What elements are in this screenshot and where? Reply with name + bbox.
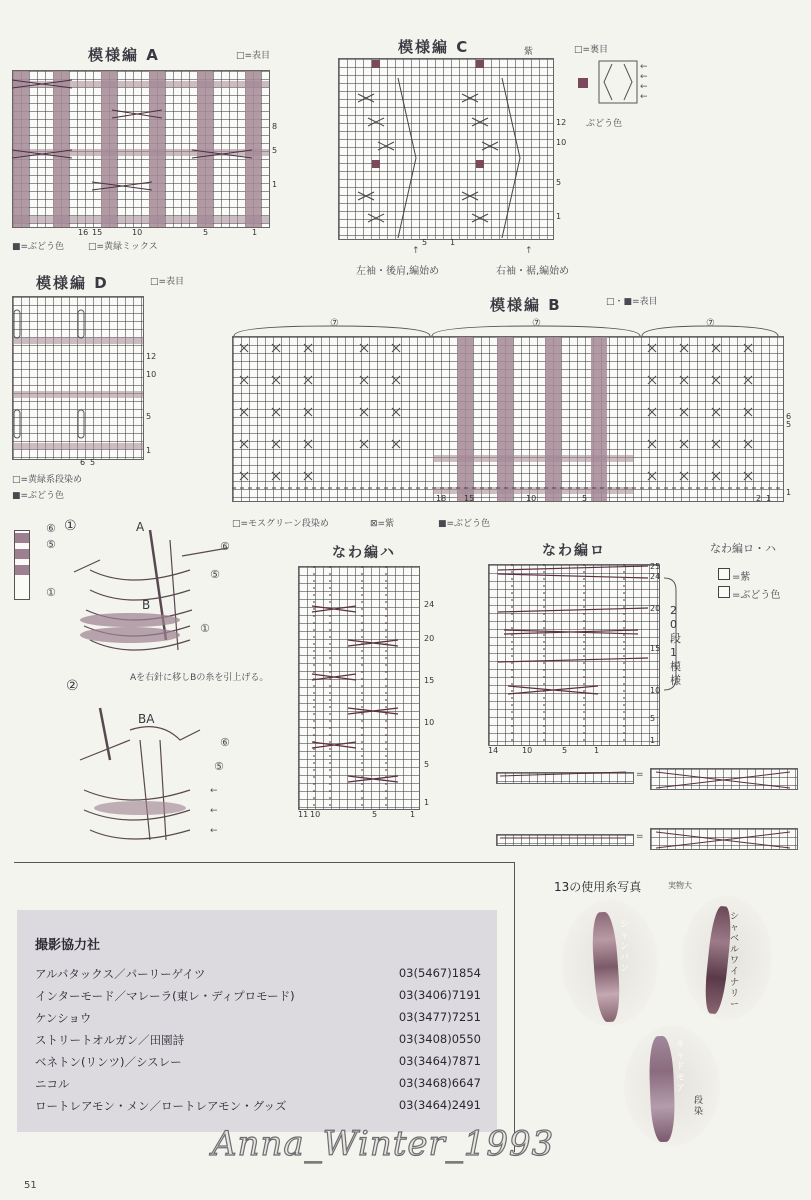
credit-phone: 03(3406)7191	[398, 988, 481, 1002]
yarn-photo-note: 実物大	[668, 881, 692, 890]
credit-name: ニコル	[35, 1077, 70, 1091]
chart-b-col-num: 18	[436, 494, 447, 503]
yarn-label-2: シャベルワイナリー	[730, 912, 740, 1010]
credit-name: ベネトン(リンツ)／シスレー	[35, 1055, 182, 1069]
chart-a-legend: □=表目	[236, 51, 271, 61]
howto-r1-right: ①	[200, 622, 210, 635]
chart-d-slip-marks	[12, 296, 142, 458]
chart-c-legend-grape: ぶどう色	[586, 119, 623, 129]
cable-ha-row: 24	[424, 600, 435, 609]
chart-b-repeat-2: ⑦	[532, 318, 541, 329]
chart-c-stitch-detail	[598, 60, 638, 104]
howto-row-1: ①	[46, 586, 56, 599]
cable-ha-row: 1	[424, 798, 430, 807]
cable-legend-grape: =ぶどう色	[732, 590, 781, 601]
watermark: Anna_Winter_1993	[212, 1124, 555, 1164]
credit-name: アルパタックス／パーリーゲイツ	[35, 967, 206, 981]
credits-title: 撮影協力社	[35, 938, 101, 953]
cable-ro-col: 5	[562, 746, 568, 755]
chart-a-row-num: 8	[272, 122, 278, 131]
howto-r5-right: ⑤	[210, 568, 220, 581]
chart-b-col-num: 5	[582, 494, 588, 503]
cable-ha-cross-marks	[298, 566, 418, 808]
cable-ro-col: 1	[594, 746, 600, 755]
chart-a-legend-grape: ■=ぶどう色	[12, 242, 65, 252]
howto-stitch-strip	[14, 530, 30, 600]
credit-name: ロートレアモン・メン／ロートレアモン・グッズ	[35, 1099, 287, 1113]
chart-a-col-num: 1	[252, 228, 258, 237]
howto-illustration-1	[70, 530, 240, 670]
chart-c-legend-purple: 紫	[524, 47, 534, 57]
chart-b-col-num: 10	[526, 494, 537, 503]
chart-d-title: 模様編 D	[36, 274, 109, 292]
howto-step-1: ①	[64, 518, 77, 534]
howto2-r5: ⑤	[214, 760, 224, 773]
cable-detail-lines-2	[496, 828, 796, 852]
chart-c-col-num: 5	[422, 238, 428, 247]
chart-d-legend-grape: ■=ぶどう色	[12, 491, 65, 501]
section-divider-vertical	[514, 862, 515, 1152]
credits-box	[17, 910, 497, 1132]
credit-phone: 03(3464)2491	[398, 1098, 481, 1112]
howto-label-a: A	[136, 520, 145, 534]
chart-b-row-num: 5	[786, 420, 792, 429]
yarn-photo-title: 13の使用糸写真	[554, 880, 642, 894]
howto-row-5: ⑤	[46, 538, 56, 551]
cable-ro-row: 5	[650, 714, 656, 723]
cable-ro-row: 10	[650, 686, 661, 695]
chart-a-row-num: 1	[272, 180, 278, 189]
chart-b-repeat-1: ⑦	[330, 318, 339, 329]
chart-c-row-num: 10	[556, 138, 567, 147]
credit-phone: 03(3408)0550	[398, 1032, 481, 1046]
cable-ha-row: 10	[424, 718, 435, 727]
chart-a-title: 模様編 A	[88, 46, 160, 64]
cable-legend-title: なわ編ロ・ハ	[710, 542, 776, 555]
credit-phone: 03(3477)7251	[398, 1010, 481, 1024]
cable-legend-swatch-2	[718, 586, 730, 598]
chart-b-legend: □・■=表目	[606, 297, 658, 307]
cable-ha-row: 15	[424, 676, 435, 685]
cable-legend-swatch-1	[718, 568, 730, 580]
credit-phone: 03(3464)7871	[398, 1054, 481, 1068]
chart-d-row-num: 12	[146, 352, 157, 361]
chart-c-start-left: 左袖・後肩,編始め	[356, 266, 440, 277]
chart-b-title: 模様編 B	[490, 296, 562, 314]
chart-c-grape-swatch	[578, 78, 588, 88]
page-number: 51	[24, 1180, 37, 1191]
cable-legend-purple: =紫	[732, 572, 751, 583]
chart-b-col-num: 2	[756, 494, 762, 503]
cable-ro-col: 10	[522, 746, 533, 755]
cable-detail-lines-1	[496, 768, 796, 792]
cable-ha-col: 5	[372, 810, 378, 819]
cable-ro-row: 1	[650, 736, 656, 745]
cable-ro-row: 15	[650, 644, 661, 653]
howto-step-2: ②	[66, 678, 79, 694]
credit-phone: 03(5467)1854	[398, 966, 481, 980]
chart-a-col-num: 16	[78, 228, 89, 237]
chart-a-col-num: 15	[92, 228, 103, 237]
chart-d-row-num: 5	[146, 412, 152, 421]
chart-d-row-num: 10	[146, 370, 157, 379]
chart-c-start-right: 右袖・裾,編始め	[496, 266, 570, 277]
credit-phone: 03(3468)6647	[398, 1076, 481, 1090]
howto-r6-right: ⑥	[220, 540, 230, 553]
chart-c-row-num: 1	[556, 212, 562, 221]
chart-d-col-num: 5	[90, 458, 96, 467]
cable-ha-title: なわ編ハ	[332, 545, 396, 561]
cable-ro-col: 14	[488, 746, 499, 755]
chart-c-title: 模様編 C	[398, 38, 470, 56]
chart-b-legend-purple: ⊠=紫	[370, 519, 395, 529]
credit-name: ストリートオルガン／田園詩	[35, 1033, 185, 1047]
chart-c-cable-marks	[338, 58, 552, 238]
cable-ha-col: 10	[310, 810, 321, 819]
credit-name: インターモード／マレーラ(東レ・ディプロモード)	[35, 989, 295, 1003]
chart-a-col-num: 5	[203, 228, 209, 237]
chart-a-legend-green: □=黄緑ミックス	[88, 242, 158, 252]
howto-label-b: B	[142, 598, 151, 612]
chart-b-legend-grape: ■=ぶどう色	[438, 519, 491, 529]
howto-instruction: Aを右針に移しBの糸を引上げる。	[130, 673, 269, 683]
cable-ro-title: なわ編ロ	[542, 543, 606, 559]
yarn-label-3: キャドモア	[676, 1040, 686, 1094]
cable-ro-row: 25	[650, 562, 661, 571]
yarn-label-1: シャンパン	[620, 920, 630, 974]
cable-ro-row: 20	[650, 604, 661, 613]
chart-b-row-num: 1	[786, 488, 792, 497]
section-divider	[14, 862, 514, 863]
credit-name: ケンショウ	[35, 1011, 92, 1025]
cable-ha-col: 1	[410, 810, 416, 819]
chart-d-legend: □=表目	[150, 277, 185, 287]
chart-a-cross-marks	[12, 70, 268, 226]
cable-ro-row: 24	[650, 572, 661, 581]
cable-ha-col: 11	[298, 810, 309, 819]
howto-row-6: ⑥	[46, 522, 56, 535]
cable-ha-row: 20	[424, 634, 435, 643]
chart-a-row-num: 5	[272, 146, 278, 155]
chart-c-col-num: 1	[450, 238, 456, 247]
chart-c-row-num: 5	[556, 178, 562, 187]
howto2-r6: ⑥	[220, 736, 230, 749]
chart-c-row-num: 12	[556, 118, 567, 127]
chart-c-legend-purl: □=裏目	[574, 45, 609, 55]
yarn-label-3b: 段染	[694, 1096, 704, 1117]
chart-b-repeat-3: ⑦	[706, 318, 715, 329]
cable-ro-cross-marks	[488, 562, 661, 744]
chart-a-col-num: 10	[132, 228, 143, 237]
cable-ha-row: 5	[424, 760, 430, 769]
chart-b-legend-moss: □=モスグリーン段染め	[232, 519, 329, 529]
chart-b-purple-x-stitches	[232, 336, 782, 500]
chart-b-col-num: 1	[766, 494, 772, 503]
chart-d-legend-green: □=黄緑系段染め	[12, 475, 83, 485]
howto-label-ba: BA	[138, 712, 155, 726]
chart-b-col-num: 15	[464, 494, 475, 503]
chart-d-col-num: 6	[80, 458, 86, 467]
cable-ro-repeat-note: 20段1模様	[670, 604, 681, 687]
chart-d-row-num: 1	[146, 446, 152, 455]
chart-b-row-num: 6	[786, 412, 792, 421]
